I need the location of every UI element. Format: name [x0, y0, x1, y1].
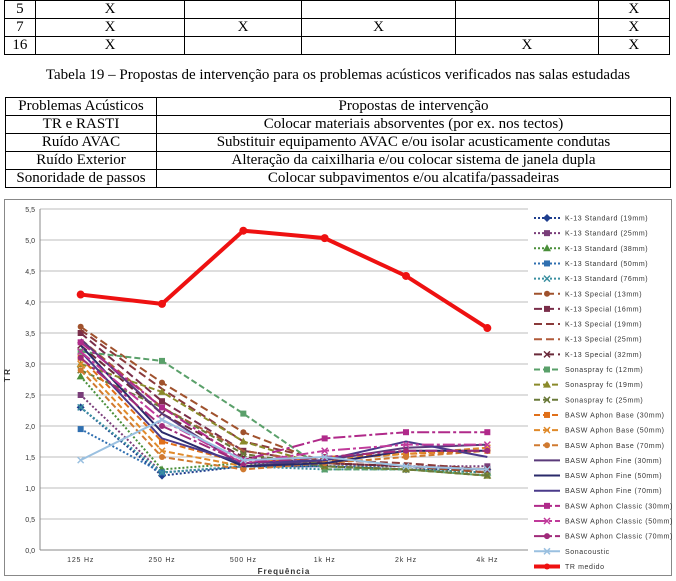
data-point — [78, 339, 84, 345]
data-point — [544, 306, 550, 312]
table-cell: X — [301, 19, 455, 37]
legend-entry: K-13 Standard (19mm) — [565, 215, 649, 223]
data-point — [403, 454, 409, 460]
x-axis-label: Frequência — [257, 567, 311, 576]
y-tick-label: 4,5 — [25, 269, 35, 276]
data-point — [543, 244, 551, 251]
series-line — [81, 333, 488, 469]
legend-entry: K-13 Standard (25mm) — [565, 230, 649, 238]
data-point — [159, 454, 165, 460]
data-point — [159, 380, 165, 386]
y-tick-label: 2,0 — [25, 424, 35, 431]
legend-entry: Sonacoustic — [565, 548, 610, 556]
y-tick-label: 3,0 — [25, 362, 35, 369]
data-point — [544, 442, 550, 448]
data-point — [239, 227, 247, 235]
series-line — [81, 231, 488, 328]
data-point — [240, 411, 246, 417]
data-point — [78, 355, 84, 361]
legend-entry: K-13 Standard (50mm) — [565, 260, 649, 268]
y-tick-label: 5,5 — [25, 207, 35, 214]
reverberation-chart — [4, 199, 672, 576]
data-point — [78, 367, 84, 373]
y-tick-label: 1,0 — [25, 486, 35, 493]
data-point — [159, 404, 165, 410]
table-row — [5, 37, 670, 55]
table-cell — [456, 1, 598, 19]
data-point — [78, 426, 84, 432]
data-point — [159, 398, 165, 404]
data-point — [544, 412, 550, 418]
legend-entry: BASW Aphon Classic (70mm) — [565, 533, 673, 541]
table-row — [6, 116, 671, 134]
proposal-cell: Colocar materiais absorventes (por ex. nos tectos) — [157, 116, 671, 134]
table-cell: X — [35, 37, 184, 55]
table-cell: X — [185, 19, 302, 37]
table-cell: X — [456, 37, 598, 55]
table-cell: 7 — [5, 19, 36, 37]
table-cell: X — [35, 19, 184, 37]
data-point — [78, 392, 84, 398]
proposal-cell: Substituir equipamento AVAC e/ou isolar acusticamente condutas — [157, 134, 671, 152]
data-point — [544, 291, 550, 297]
x-tick-label: 500 Hz — [229, 557, 257, 564]
x-tick-label: 1k Hz — [313, 557, 336, 564]
chart-svg — [4, 199, 672, 576]
legend-entry: K-13 Special (25mm) — [565, 336, 643, 344]
legend-entry: BASW Aphon Classic (50mm) — [565, 518, 673, 526]
problem-cell: TR e RASTI — [6, 116, 157, 134]
table-row — [6, 134, 671, 152]
proposals-table — [5, 97, 671, 188]
y-tick-label: 1,5 — [25, 455, 35, 462]
x-tick-label: 4k Hz — [476, 557, 499, 564]
data-point — [159, 358, 165, 364]
table-cell: X — [598, 19, 669, 37]
legend-entry: K-13 Special (19mm) — [565, 321, 643, 329]
y-tick-label: 0,0 — [25, 548, 35, 555]
legend-entry: Sonaspray fc (12mm) — [565, 367, 644, 374]
y-tick-label: 2,5 — [25, 393, 35, 400]
table-cell: X — [598, 37, 669, 55]
data-point — [159, 423, 165, 429]
table-cell — [185, 37, 302, 55]
problem-cell: Ruído AVAC — [6, 134, 157, 152]
legend-entry: K-13 Standard (76mm) — [565, 276, 649, 284]
table-cell: X — [35, 1, 184, 19]
legend-entry: BASW Aphon Classic (30mm) — [565, 503, 673, 511]
legend-entry: BASW Aphon Fine (50mm) — [565, 473, 663, 481]
x-tick-label: 2k Hz — [395, 557, 417, 564]
data-point — [403, 429, 409, 435]
data-point — [544, 276, 550, 282]
proposal-cell: Colocar subpavimentos e/ou alcatifa/passadeiras — [157, 170, 671, 188]
series-line — [81, 330, 488, 470]
data-point — [544, 367, 550, 373]
legend-entry: Sonaspray fc (19mm) — [565, 382, 644, 390]
table-cell: 5 — [5, 1, 36, 19]
legend-entry: K-13 Standard (38mm) — [565, 245, 649, 253]
data-point — [544, 533, 550, 539]
data-point — [403, 448, 409, 454]
legend-entry: TR medido — [565, 563, 605, 571]
table-cell — [456, 19, 598, 37]
data-point — [484, 429, 490, 435]
data-point — [484, 448, 490, 454]
data-point — [543, 214, 551, 222]
table-cell: 16 — [5, 37, 36, 55]
table-cell: X — [598, 1, 669, 19]
table-cell — [301, 37, 455, 55]
legend-entry: BASW Aphon Base (70mm) — [565, 442, 665, 450]
data-point — [544, 563, 550, 569]
data-point — [240, 429, 246, 435]
legend-entry: BASW Aphon Fine (30mm) — [565, 457, 663, 465]
data-point — [77, 291, 85, 299]
x-tick-label: 125 Hz — [67, 557, 95, 564]
data-point — [158, 300, 166, 308]
header-intervention-proposals: Propostas de intervenção — [157, 98, 671, 116]
legend-entry: BASW Aphon Fine (70mm) — [565, 488, 663, 496]
data-point — [544, 260, 550, 266]
table-cell — [185, 1, 302, 19]
data-point — [321, 234, 329, 242]
y-tick-label: 4,0 — [25, 300, 35, 307]
proposal-cell: Alteração da caixilharia e/ou colocar sistema de janela dupla — [157, 152, 671, 170]
table-cell — [301, 1, 455, 19]
data-point — [322, 435, 328, 441]
x-tick-label: 250 Hz — [148, 557, 176, 564]
y-tick-label: 3,5 — [25, 331, 35, 338]
table-row — [5, 19, 670, 37]
header-acoustic-problems: Problemas Acústicos — [6, 98, 157, 116]
legend-entry: BASW Aphon Base (30mm) — [565, 412, 665, 420]
table-header-row — [6, 98, 671, 116]
data-point — [483, 324, 491, 332]
intervention-matrix-table — [4, 0, 670, 55]
table-row — [6, 170, 671, 188]
legend-entry: Sonaspray fc (25mm) — [565, 397, 644, 405]
data-point — [402, 272, 410, 280]
y-tick-label: 5,0 — [25, 238, 35, 245]
legend-entry: K-13 Special (13mm) — [565, 291, 643, 299]
problem-cell: Sonoridade de passos — [6, 170, 157, 188]
legend-entry: K-13 Special (16mm) — [565, 306, 643, 314]
y-axis-label: T R — [3, 369, 12, 382]
data-point — [544, 230, 550, 236]
legend-entry: K-13 Special (32mm) — [565, 351, 643, 359]
data-point — [544, 503, 550, 509]
table-row — [5, 1, 670, 19]
problem-cell: Ruído Exterior — [6, 152, 157, 170]
legend-entry: BASW Aphon Base (50mm) — [565, 427, 665, 435]
data-point — [78, 324, 84, 330]
table-row — [6, 152, 671, 170]
table-caption: Tabela 19 – Propostas de intervenção para os problemas acústicos verificados nas salas estudadas — [45, 67, 631, 83]
y-tick-label: 0,5 — [25, 517, 35, 524]
